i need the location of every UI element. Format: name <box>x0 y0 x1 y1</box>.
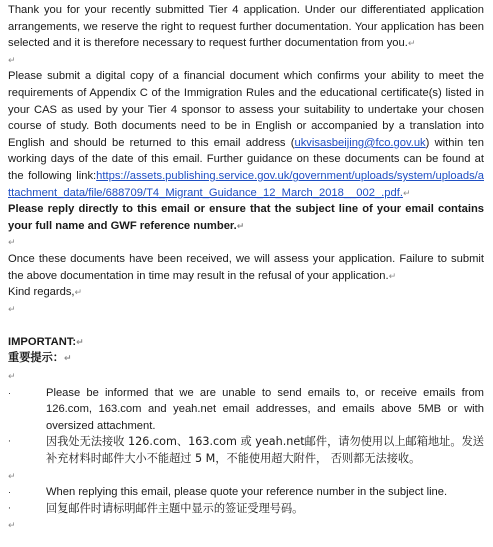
request-paragraph <box>8 68 484 201</box>
bullet-icon: · <box>8 487 11 498</box>
empty-line <box>8 52 484 69</box>
important-heading-cn <box>8 350 484 368</box>
guidance-link[interactable]: https://assets.publishing.service.gov.uk/government/uploads/system/uploads/attachment_data/file/688709/T4_Migrant_Guidance_12_March_2018__002_.pdf. <box>8 169 484 199</box>
paragraph-mark: ↵ <box>8 470 16 481</box>
empty-line <box>8 517 484 534</box>
important-heading <box>8 334 484 351</box>
assessment-paragraph <box>8 251 484 284</box>
bullet-text: When replying this email, please quote your reference number in the subject line. <box>46 486 448 499</box>
paragraph-mark: ↵ <box>407 38 416 49</box>
intro-text: Thank you for your recently submitted Tier 4 application. Under our differentiated application arrangements, we reserve the right to request further documentation. Your application has been selected and it is therefore necessary to request further documentation from you. <box>8 4 484 50</box>
document-body <box>8 2 484 534</box>
request-text: Please submit a digital copy of a financial document which confirms your ability to meet the requirements of Appendix C of the Immigration Rules and the educational certificate(s) listed in your CAS as used by your Tier 4 sponsor to assess your suitability to undertake your chosen course of study. Both documents need to be in English or accompanied by a translation into English and should be returned to this email address ( <box>8 70 484 149</box>
request-text-continued: ) within ten working days of the date of this email. Further guidance on these documents can be found at the following link: <box>8 136 484 182</box>
empty-line <box>8 317 484 334</box>
empty-line <box>8 368 484 385</box>
paragraph-mark: ↵ <box>388 270 397 281</box>
assessment-text: Once these documents have been received, we will assess your application. Failure to submit the above documentation in time may result in the refusal of your application. <box>8 252 484 282</box>
closing-line <box>8 284 484 301</box>
closing-text: Kind regards, <box>8 286 75 299</box>
empty-line <box>8 301 484 318</box>
paragraph-mark: ↵ <box>402 187 411 198</box>
bullet-item <box>8 385 484 435</box>
paragraph-mark: ↵ <box>8 520 16 531</box>
bullet-text: 因我处无法接收 126.com、163.com 或 yeah.net邮件，请勿使用以上邮箱地址。发送补充材料时邮件大小不能超过 5 M，不能使用超大附件， 否则都无法接收。 <box>46 435 484 466</box>
paragraph-mark: ↵ <box>8 303 16 314</box>
paragraph-mark: ↵ <box>8 371 16 382</box>
bullet-text: Please be informed that we are unable to send emails to, or receive emails from 126.com, 163.com and yeah.net email addresses, and emails above 5MB or with oversized attachment. <box>46 386 484 432</box>
bullet-text: 回复邮件时请标明邮件主题中显示的签证受理号码。 <box>46 501 304 515</box>
bullet-icon: · <box>8 503 11 514</box>
bullet-item <box>8 501 484 518</box>
paragraph-mark: ↵ <box>74 287 83 298</box>
empty-line <box>8 234 484 251</box>
paragraph-mark: ↵ <box>63 354 72 365</box>
bullet-item <box>8 434 484 467</box>
bullet-item <box>8 484 484 501</box>
important-heading-en: IMPORTANT: <box>8 335 77 348</box>
paragraph-mark: ↵ <box>236 220 245 231</box>
email-link[interactable]: ukvisasbeijing@fco.gov.uk <box>294 136 426 149</box>
reply-instruction-text: Please reply directly to this email or ensure that the subject line of your email contains your full name and GWF reference number. <box>8 203 484 232</box>
paragraph-mark: ↵ <box>8 237 16 248</box>
paragraph-mark: ↵ <box>76 336 84 347</box>
intro-paragraph <box>8 2 484 52</box>
important-heading-cn-text: 重要提示： <box>8 351 64 365</box>
reply-instruction <box>8 201 484 234</box>
paragraph-mark: ↵ <box>8 54 16 65</box>
empty-line <box>8 468 484 485</box>
bullet-icon: · <box>8 437 11 448</box>
bullet-icon: · <box>8 387 11 398</box>
